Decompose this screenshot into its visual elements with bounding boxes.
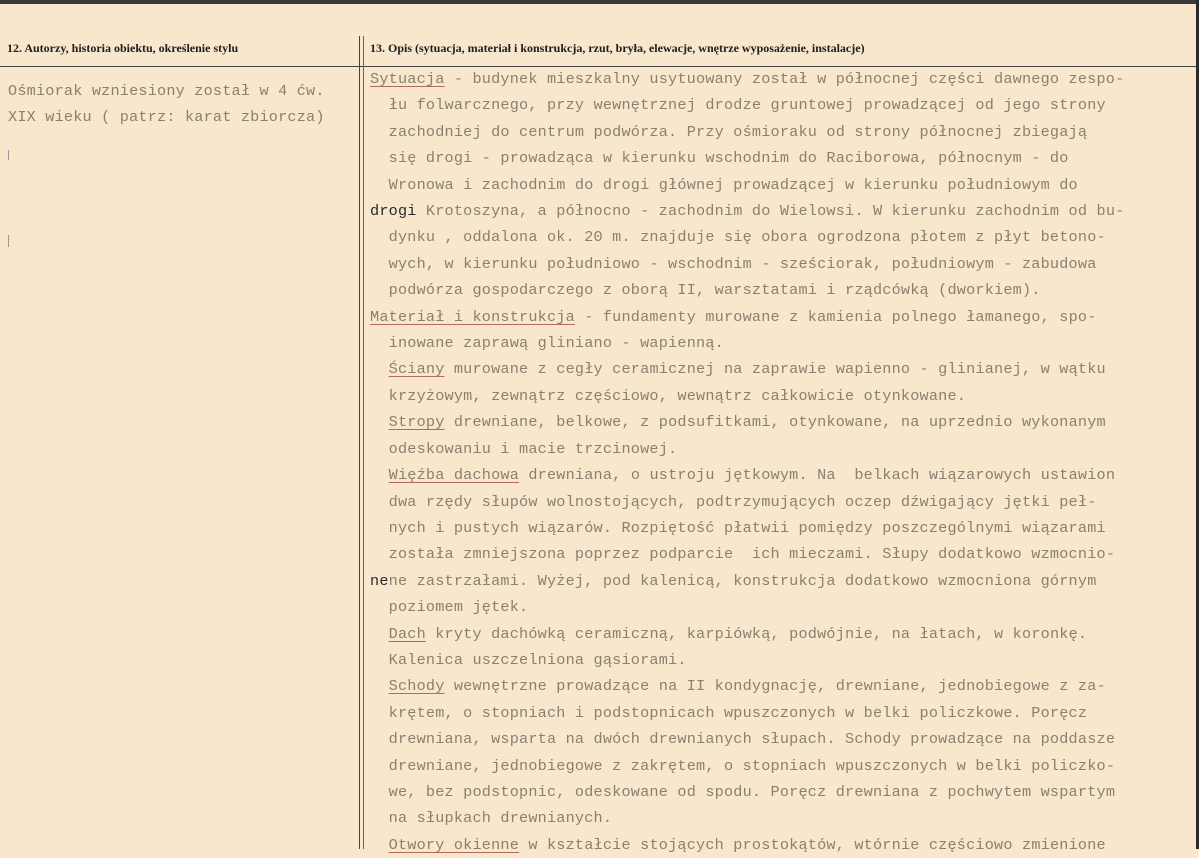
line-text: - fundamenty murowane z kamienia polnego łamanego, spo- bbox=[574, 307, 1097, 326]
line-text: we, bez podstopnic, odeskowane od spodu. Poręcz drewniana z pochwytem wspartym bbox=[388, 782, 1116, 801]
line-prefix bbox=[370, 651, 389, 669]
line-text: podwórza gospodarczego z oborą II, warsztatami i rządcówką (dworkiem). bbox=[388, 281, 1041, 300]
line-text: krzyżowym, zewnątrz częściowo, wewnątrz całkowicie otynkowane. bbox=[388, 386, 967, 405]
description-line bbox=[370, 673, 1124, 699]
underlined-keyword: Ściany bbox=[388, 360, 445, 379]
description-line bbox=[370, 356, 1124, 382]
line-text: nych i pustych wiązarów. Rozpiętość płatwii pomiędzy poszczególnymi wiązarami bbox=[388, 518, 1106, 537]
line-text: Wronowa i zachodnim do drogi głównej prowadzącej w kierunku południowym do bbox=[388, 175, 1078, 194]
line-text: się drogi - prowadząca w kierunku wschodnim do Raciborowa, północnym - do bbox=[388, 149, 1069, 168]
line-text: dwa rzędy słupów wolnostojących, podtrzymujących oczep dźwigający jętki peł- bbox=[388, 492, 1097, 511]
line-prefix bbox=[370, 360, 389, 378]
line-prefix bbox=[370, 149, 389, 167]
line-text: drewniane, belkowe, z podsufitkami, otynkowane, na uprzednio wykonanym bbox=[444, 413, 1106, 432]
description-line bbox=[370, 224, 1124, 250]
line-prefix bbox=[370, 281, 389, 299]
description-line bbox=[370, 66, 1124, 92]
line-text: drewniana, wsparta na dwóch drewnianych słupach. Schody prowadzące na poddasze bbox=[388, 730, 1116, 749]
underlined-keyword: Otwory okienne bbox=[388, 835, 520, 854]
description-line bbox=[370, 805, 1124, 831]
description-line bbox=[370, 832, 1124, 858]
line-prefix bbox=[370, 228, 389, 246]
description-line bbox=[370, 621, 1124, 647]
line-prefix bbox=[370, 96, 389, 114]
description-line bbox=[370, 700, 1124, 726]
underlined-keyword: Stropy bbox=[388, 413, 445, 432]
section-13-heading: 13. Opis (sytuacja, materiał i konstrukcja, rzut, bryła, elewacje, wnętrze wyposażenie, instalacje) bbox=[370, 41, 865, 55]
line-text: została zmniejszona poprzez podparcie ich mieczami. Słupy dodatkowo wzmocnio- bbox=[388, 545, 1116, 564]
line-text: inowane zaprawą gliniano - wapienną. bbox=[388, 334, 724, 353]
description-line bbox=[370, 568, 1124, 594]
line-prefix: drogi bbox=[370, 202, 417, 221]
line-text: drewniane, jednobiegowe z zakrętem, o stopniach wpuszczonych w belki policzko- bbox=[388, 756, 1116, 775]
description-line bbox=[370, 145, 1124, 171]
section-12-heading: 12. Autorzy, historia obiektu, określenie stylu bbox=[7, 41, 239, 55]
line-prefix bbox=[370, 809, 389, 827]
line-prefix bbox=[370, 598, 389, 616]
description-line bbox=[370, 436, 1124, 462]
line-prefix bbox=[370, 836, 389, 854]
line-prefix: ne bbox=[370, 571, 389, 590]
line-text: Kalenica uszczelniona gąsiorami. bbox=[388, 650, 687, 669]
history-line: Ośmiorak wzniesiony został w 4 ćw. bbox=[8, 82, 325, 100]
line-prefix bbox=[370, 387, 389, 405]
underlined-keyword: Schody bbox=[388, 677, 445, 696]
line-text: odeskowaniu i macie trzcinowej. bbox=[388, 439, 678, 458]
description-text bbox=[370, 66, 1124, 858]
line-prefix bbox=[370, 493, 389, 511]
line-prefix bbox=[370, 440, 389, 458]
line-prefix bbox=[370, 625, 389, 643]
underlined-keyword: Materiał i konstrukcja bbox=[370, 307, 575, 326]
line-prefix bbox=[370, 123, 389, 141]
line-text: zachodniej do centrum podwórza. Przy ośmioraku od strony północnej zbiegają bbox=[388, 122, 1088, 141]
line-text: w kształcie stojących prostokątów, wtórnie częściowo zmienione bbox=[519, 835, 1106, 854]
line-text: na słupkach drewnianych. bbox=[388, 809, 613, 828]
line-text: ne zastrzałami. Wyżej, pod kalenicą, konstrukcja dodatkowo wzmocniona górnym bbox=[388, 571, 1097, 590]
underlined-keyword: Więźba dachowa bbox=[388, 466, 520, 485]
description-line bbox=[370, 251, 1124, 277]
description-line bbox=[370, 779, 1124, 805]
description-line bbox=[370, 489, 1124, 515]
page-top-edge bbox=[0, 0, 1199, 4]
description-line bbox=[370, 647, 1124, 673]
line-text: - budynek mieszkalny usytuowany został w północnej części dawnego zespo- bbox=[444, 70, 1125, 88]
description-line bbox=[370, 409, 1124, 435]
line-prefix bbox=[370, 176, 389, 194]
underlined-keyword: Sytuacja bbox=[370, 70, 445, 88]
description-line bbox=[370, 383, 1124, 409]
description-line bbox=[370, 172, 1124, 198]
line-prefix bbox=[370, 545, 389, 563]
line-prefix bbox=[370, 466, 389, 484]
line-text: wewnętrzne prowadzące na II kondygnację, drewniane, jednobiegowe z za- bbox=[444, 677, 1106, 696]
description-line bbox=[370, 753, 1124, 779]
description-line bbox=[370, 277, 1124, 303]
column-divider-inner bbox=[363, 36, 364, 849]
margin-mark bbox=[8, 235, 9, 247]
description-line bbox=[370, 330, 1124, 356]
description-line bbox=[370, 92, 1124, 118]
line-prefix bbox=[370, 413, 389, 431]
column-divider bbox=[359, 36, 360, 849]
description-line bbox=[370, 198, 1124, 224]
line-text: drewniana, o ustroju jętkowym. Na belkach wiązarowych ustawion bbox=[519, 466, 1116, 485]
margin-mark bbox=[8, 150, 9, 160]
line-text: murowane z cegły ceramicznej na zaprawie wapienno - glinianej, w wątku bbox=[444, 360, 1106, 379]
description-line bbox=[370, 726, 1124, 752]
line-prefix bbox=[370, 255, 389, 273]
line-text: kryty dachówką ceramiczną, karpiówką, podwójnie, na łatach, w koronkę. bbox=[425, 624, 1088, 643]
description-line bbox=[370, 515, 1124, 541]
line-text: łu folwarcznego, przy wewnętrznej drodze gruntowej prowadzącej od jego strony bbox=[388, 96, 1106, 115]
history-text bbox=[8, 78, 325, 131]
description-line bbox=[370, 119, 1124, 145]
line-text: wych, w kierunku południowo - wschodnim - sześciorak, południowym - zabudowa bbox=[388, 254, 1097, 273]
line-prefix bbox=[370, 783, 389, 801]
line-text: dynku , oddalona ok. 20 m. znajduje się obora ogrodzona płotem z płyt betono- bbox=[388, 228, 1106, 247]
line-prefix bbox=[370, 677, 389, 695]
description-line bbox=[370, 541, 1124, 567]
description-line bbox=[370, 304, 1124, 330]
line-prefix bbox=[370, 334, 389, 352]
underlined-keyword: Dach bbox=[388, 624, 426, 643]
line-prefix bbox=[370, 704, 389, 722]
description-line bbox=[370, 462, 1124, 488]
line-prefix bbox=[370, 757, 389, 775]
line-text: poziomem jętek. bbox=[388, 598, 529, 617]
description-line bbox=[370, 594, 1124, 620]
line-text: krętem, o stopniach i podstopnicach wpuszczonych w belki policzkowe. Poręcz bbox=[388, 703, 1088, 722]
history-line: XIX wieku ( patrz: karat zbiorcza) bbox=[8, 108, 325, 127]
line-prefix bbox=[370, 519, 389, 537]
line-prefix bbox=[370, 730, 389, 748]
line-text: Krotoszyna, a północno - zachodnim do Wielowsi. W kierunku zachodnim od bu- bbox=[416, 202, 1125, 221]
